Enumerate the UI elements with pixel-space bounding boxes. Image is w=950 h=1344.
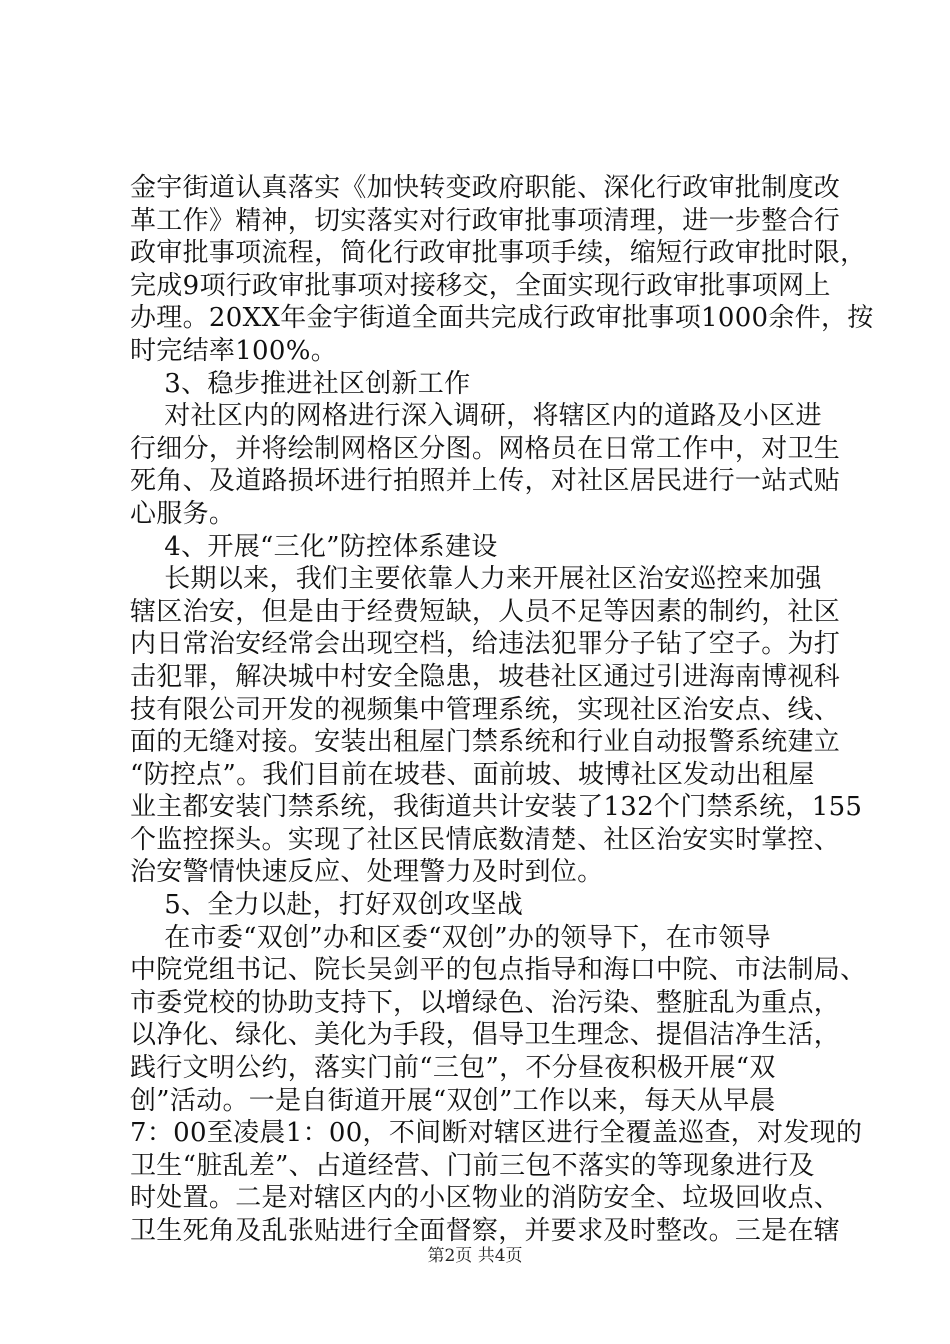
text-line: 政审批事项流程，简化行政审批事项手续，缩短行政审批时限， — [130, 238, 867, 269]
text-line: 时处置。二是对辖区内的小区物业的消防安全、垃圾回收点、 — [130, 1183, 841, 1214]
text-line: 以净化、绿化、美化为手段，倡导卫生理念、提倡洁净生活， — [130, 1020, 841, 1051]
text-line: 创”活动。一是自街道开展“双创”工作以来，每天从早晨 — [130, 1085, 776, 1116]
page-number-footer: 第2页 共4页 — [427, 1246, 523, 1266]
text-line: 办理。20XX年金宇街道全面共完成行政审批事项1000余件，按 — [130, 303, 874, 334]
text-line: 业主都安装门禁系统，我街道共计安装了132个门禁系统，155 — [130, 792, 863, 823]
text-line: 行细分，并将绘制网格区分图。网格员在日常工作中，对卫生 — [130, 433, 841, 464]
text-line: 践行文明公约，落实门前“三包”，不分昼夜积极开展“双 — [130, 1053, 776, 1084]
section-heading: 3、稳步推进社区创新工作 — [130, 368, 471, 399]
text-line: 卫生死角及乱张贴进行全面督察，并要求及时整改。三是在辖 — [130, 1216, 841, 1246]
text-line: 在市委“双创”办和区委“双创”办的领导下，在市领导 — [130, 922, 771, 953]
text-line: 对社区内的网格进行深入调研，将辖区内的道路及小区进 — [130, 401, 822, 432]
text-line: 击犯罪，解决城中村安全隐患，坡巷社区通过引进海南博视科 — [130, 661, 841, 692]
text-line: “防控点”。我们目前在坡巷、面前坡、坡博社区发动出租屋 — [130, 759, 815, 790]
text-line: 个监控探头。实现了社区民情底数清楚、社区治安实时掌控、 — [130, 824, 841, 855]
text-line: 辖区治安，但是由于经费短缺，人员不足等因素的制约，社区 — [130, 596, 841, 627]
text-line: 面的无缝对接。安装出租屋门禁系统和行业自动报警系统建立 — [130, 727, 841, 758]
section-heading: 4、开展“三化”防控体系建设 — [130, 531, 498, 562]
text-line: 市委党校的协助支持下，以增绿色、治污染、整脏乱为重点， — [130, 987, 841, 1018]
body-text — [130, 172, 874, 1248]
text-line: 内日常治安经常会出现空档，给违法犯罪分子钻了空子。为打 — [130, 629, 841, 660]
text-line: 完成9项行政审批事项对接移交，全面实现行政审批事项网上 — [130, 270, 831, 301]
text-line: 时完结率100%。 — [130, 335, 338, 366]
text-line: 技有限公司开发的视频集中管理系统，实现社区治安点、线、 — [130, 694, 841, 725]
text-line: 卫生“脏乱差”、占道经营、门前三包不落实的等现象进行及 — [130, 1150, 815, 1181]
text-line: 心服务。 — [130, 498, 236, 529]
text-line: 中院党组书记、院长吴剑平的包点指导和海口中院、市法制局、 — [130, 955, 867, 986]
text-line: 革工作》精神，切实落实对行政审批事项清理，进一步整合行 — [130, 205, 841, 236]
text-line: 死角、及道路损坏进行拍照并上传，对社区居民进行一站式贴 — [130, 466, 841, 497]
section-heading: 5、全力以赴，打好双创攻坚战 — [130, 890, 524, 921]
text-line: 7：00至凌晨1：00，不间断对辖区进行全覆盖巡查，对发现的 — [130, 1118, 863, 1149]
text-line: 长期以来，我们主要依靠人力来开展社区治安巡控来加强 — [130, 564, 822, 595]
text-line: 治安警情快速反应、处理警力及时到位。 — [130, 857, 604, 888]
text-line: 金宇街道认真落实《加快转变政府职能、深化行政审批制度改 — [130, 173, 841, 203]
